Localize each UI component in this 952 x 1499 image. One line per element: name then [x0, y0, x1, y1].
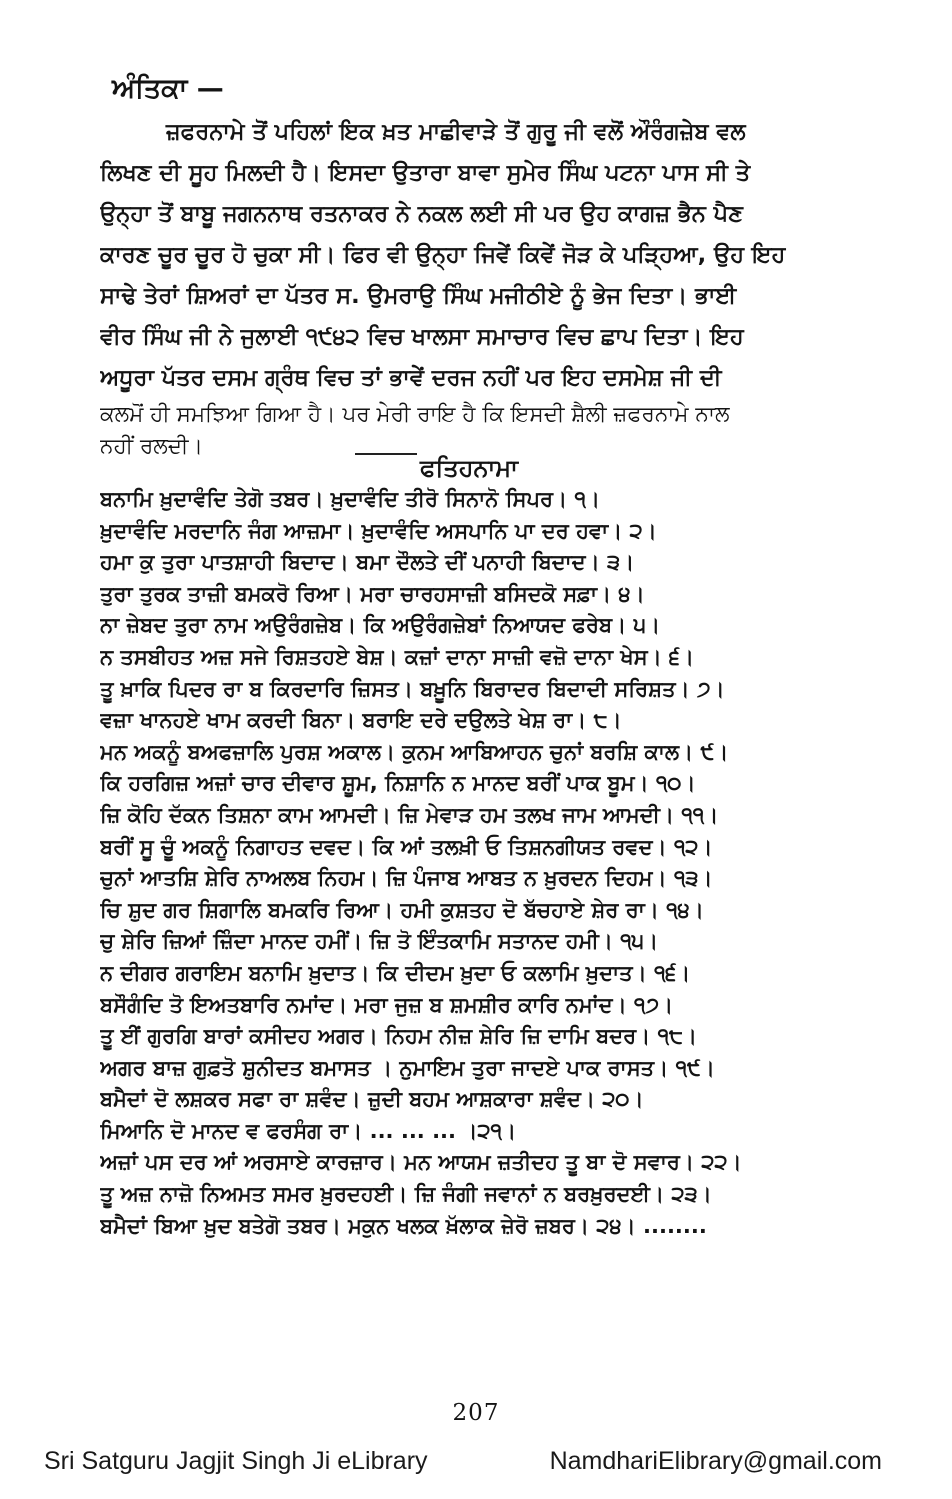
verse-line: ਤੂ ਖ਼ਾਕਿ ਪਿਦਰ ਰਾ ਬ ਕਿਰਦਾਰਿ ਜ਼ਿਸਤ। ਬਖ਼ੂਨਿ ਬਿਰਾਦਰ ਬਿਦਾਦੀ ਸਰਿਸ਼ਤ। ੭। [100, 676, 725, 701]
verse-line: ਬਸੌਗੰਦਿ ਤੋ ਇਅਤਬਾਰਿ ਨਮਾਂਦ। ਮਰਾ ਜੁਜ਼ ਬ ਸ਼ਮਸ਼ੀਰ ਕਾਰਿ ਨਮਾਂਦ। ੧੭। [100, 992, 674, 1017]
intro-line: ਸਾਢੇ ਤੇਰਾਂ ਸ਼ਿਅਰਾਂ ਦਾ ਪੱਤਰ ਸ. ਉਮਰਾਉ ਸਿੰਘ ਮਜੀਠੀਏ ਨੂੰ ਭੇਜ ਦਿਤਾ। ਭਾਈ [100, 283, 737, 309]
verse-line: ਹਮਾ ਕੁ ਤੁਰਾ ਪਾਤਸ਼ਾਹੀ ਬਿਦਾਦ। ਬਮਾ ਦੌਲਤੇ ਦੀਂ ਪਨਾਹੀ ਬਿਦਾਦ। ੩। [100, 550, 635, 575]
page-number: 207 [452, 1400, 500, 1426]
verse-line: ਤੂ ਅਜ਼ ਨਾਜ਼ੋ ਨਿਅਮਤ ਸਮਰ ਖ਼ੁਰਦਹਈ। ਜ਼ਿ ਜੰਗੀ ਜਵਾਨਾਂ ਨ ਬਰਖ਼ੁਰਦਈ। ੨੩। [100, 1182, 712, 1207]
section-heading: ਅੰਤਿਕਾ — [112, 73, 224, 104]
verse-line: ਨ ਤਸਬੀਹਤ ਅਜ਼ ਸਜੇ ਰਿਸ਼ਤਹਏ ਬੇਸ਼। ਕਜ਼ਾਂ ਦਾਨਾ ਸਾਜ਼ੀ ਵਜ਼ੋ ਦਾਨਾ ਖੇਸ। ੬। [100, 644, 694, 669]
intro-line: ਲਿਖਣ ਦੀ ਸੂਹ ਮਿਲਦੀ ਹੈ। ਇਸਦਾ ਉਤਾਰਾ ਬਾਵਾ ਸੁਮੇਰ ਸਿੰਘ ਪਟਨਾ ਪਾਸ ਸੀ ਤੇ [100, 160, 751, 186]
verse-line: ਚੁ ਸ਼ੇਰਿ ਜ਼ਿਆਂ ਜ਼ਿੰਦਾ ਮਾਨਦ ਹਮੀਂ। ਜ਼ਿ ਤੋ ਇੰਤਕਾਮਿ ਸਤਾਨਦ ਹਮੀ। ੧੫। [100, 929, 659, 954]
verse-line: ਮਿਆਨਿ ਦੋ ਮਾਨਦ ਵ ਫਰਸੰਗ ਰਾ। ... ... ... ।੨੧। [100, 1118, 517, 1143]
verse-line: ਤੁਰਾ ਤੁਰਕ ਤਾਜ਼ੀ ਬਮਕਰੋ ਰਿਆ। ਮਰਾ ਚਾਰਹਸਾਜ਼ੀ ਬਸਿਦਕੋ ਸਫ਼ਾ। ੪। [100, 581, 645, 606]
intro-line: ਕਾਰਣ ਚੂਰ ਚੂਰ ਹੋ ਚੁਕਾ ਸੀ। ਫਿਰ ਵੀ ਉਨ੍ਹਾ ਜਿਵੇਂ ਕਿਵੇਂ ਜੋੜ ਕੇ ਪੜ੍ਹਿਆ, ਉਹ ਇਹ [100, 242, 786, 268]
verse-line: ਬਰੀਂ ਸੂ ਚੂੰ ਅਕਨੂੰ ਨਿਗਾਹਤ ਦਵਦ। ਕਿ ਆਂ ਤਲਖ਼ੀ ਓ ਤਿਸ਼ਨਗੀਯਤ ਰਵਦ। ੧੨। [100, 834, 713, 859]
verse-line: ਵਜ਼ਾ ਖਾਨਹਏ ਖਾਮ ਕਰਦੀ ਬਿਨਾ। ਬਰਾਇ ਦਰੇ ਦਉਲਤੇ ਖੇਸ਼ ਰਾ। ੮। [100, 708, 622, 733]
intro-paragraph [100, 112, 890, 463]
verse-line: ਖ਼ੁਦਾਵੰਦਿ ਮਰਦਾਨਿ ਜੰਗ ਆਜ਼ਮਾ। ਖ਼ੁਦਾਵੰਦਿ ਅਸਪਾਨਿ ਪਾ ਦਰ ਹਵਾ। ੨। [100, 518, 657, 543]
verse-line: ਕਿ ਹਰਗਿਜ਼ ਅਜ਼ਾਂ ਚਾਰ ਦੀਵਾਰ ਸ਼ੂਮ, ਨਿਸ਼ਾਨਿ ਨ ਮਾਨਦ ਬਰੀਂ ਪਾਕ ਬੂਮ। ੧੦। [100, 771, 696, 796]
footer-library-name: Sri Satguru Jagjit Singh Ji eLibrary [44, 1447, 428, 1475]
verse-line: ਤੂ ਈਂ ਗੁਰਗਿ ਬਾਰਾਂ ਕਸੀਦਹ ਅਗਰ। ਨਿਹਮ ਨੀਜ਼ ਸ਼ੇਰਿ ਜ਼ਿ ਦਾਮਿ ਬਦਰ। ੧੮। [100, 1024, 698, 1049]
intro-line: ਕਲਮੋਂ ਹੀ ਸਮਝਿਆ ਗਿਆ ਹੈ। ਪਰ ਮੇਰੀ ਰਾਇ ਹੈ ਕਿ ਇਸਦੀ ਸ਼ੈਲੀ ਜ਼ਫਰਨਾਮੇ ਨਾਲ [100, 402, 730, 427]
intro-line: ਉਨ੍ਹਾ ਤੋਂ ਬਾਬੂ ਜਗਨਨਾਥ ਰਤਨਾਕਰ ਨੇ ਨਕਲ ਲਈ ਸੀ ਪਰ ਉਹ ਕਾਗਜ਼ ਭੈਨ ਪੈਣ [100, 201, 743, 227]
verse-line: ਬਮੈਦਾਂ ਦੋ ਲਸ਼ਕਰ ਸਫਾ ਰਾ ਸ਼ਵੰਦ। ਜ਼ੁਦੀ ਬਹਮ ਆਸ਼ਕਾਰਾ ਸ਼ਵੰਦ। ੨੦। [100, 1087, 644, 1112]
verse-list [100, 484, 890, 1242]
poem-title: ਫਤਿਹਨਾਮਾ [420, 454, 519, 482]
verse-line: ਚਿ ਸ਼ੁਦ ਗਰ ਸ਼ਿਗਾਲਿ ਬਮਕਰਿ ਰਿਆ। ਹਮੀ ਕੁਸ਼ਤਹ ਦੋ ਬੱਚਹਾਏ ਸ਼ੇਰ ਰਾ। ੧੪। [100, 897, 704, 922]
intro-line: ਵੀਰ ਸਿੰਘ ਜੀ ਨੇ ਜੁਲਾਈ ੧੯੪੨ ਵਿਚ ਖਾਲਸਾ ਸਮਾਚਾਰ ਵਿਚ ਛਾਪ ਦਿਤਾ। ਇਹ [100, 324, 744, 350]
verse-line: ਬਨਾਮਿ ਖ਼ੁਦਾਵੰਦਿ ਤੇਗੋ ਤਬਰ। ਖ਼ੁਦਾਵੰਦਿ ਤੀਰੋ ਸਿਨਾਨੋ ਸਿਪਰ। ੧। [100, 487, 601, 511]
intro-line: ਜ਼ਫਰਨਾਮੇ ਤੋਂ ਪਹਿਲਾਂ ਇਕ ਖ਼ਤ ਮਾਛੀਵਾੜੇ ਤੋਂ ਗੁਰੂ ਜੀ ਵਲੋਂ ਔਰੰਗਜ਼ੇਬ ਵਲ [166, 119, 746, 145]
verse-line: ਬਮੈਦਾਂ ਬਿਆ ਖ਼ੁਦ ਬਤੇਗੋ ਤਬਰ। ਮਕੁਨ ਖਲਕ ਖ਼ੱਲਾਕ ਜ਼ੇਰੋ ਜ਼ਬਰ। ੨੪। ........ [100, 1213, 707, 1238]
verse-line: ਨ ਦੀਗਰ ਗਰਾਇਮ ਬਨਾਮਿ ਖ਼ੁਦਾਤ। ਕਿ ਦੀਦਮ ਖ਼ੁਦਾ ਓ ਕਲਾਮਿ ਖ਼ੁਦਾਤ। ੧੬। [100, 960, 691, 985]
verse-line: ਅਗਰ ਬਾਜ਼ ਗੁਫ਼ਤੋ ਸ਼ੁਨੀਦਤ ਬਮਾਸਤ । ਨੁਮਾਇਮ ਤੁਰਾ ਜਾਦਏ ਪਾਕ ਰਾਸਤ। ੧੯। [100, 1055, 715, 1080]
intro-line: ਅਧੂਰਾ ਪੱਤਰ ਦਸਮ ਗ੍ਰੰਥ ਵਿਚ ਤਾਂ ਭਾਵੇਂ ਦਰਜ ਨਹੀਂ ਪਰ ਇਹ ਦਸਮੇਸ਼ ਜੀ ਦੀ [100, 365, 722, 391]
divider-rule [355, 453, 417, 455]
verse-line: ਅਜ਼ਾਂ ਪਸ ਦਰ ਆਂ ਅਰਸਾਏ ਕਾਰਜ਼ਾਰ। ਮਨ ਆਯਮ ਜ਼ਤੀਦਹ ਤੂ ਬਾ ਦੋ ਸਵਾਰ। ੨੨। [100, 1150, 742, 1175]
verse-line: ਮਨ ਅਕਨੂੰ ਬਅਫਜ਼ਾਲਿ ਪੁਰਸ਼ ਅਕਾਲ। ਕੁਨਮ ਆਬਿਆਹਨ ਚੁਨਾਂ ਬਰਸ਼ਿ ਕਾਲ। ੯। [100, 739, 729, 764]
footer-email: NamdhariElibrary@gmail.com [549, 1447, 882, 1475]
intro-line: ਨਹੀਂ ਰਲਦੀ। [100, 434, 204, 459]
verse-line: ਨਾ ਜ਼ੇਬਦ ਤੁਰਾ ਨਾਮ ਅਉਰੰਗਜ਼ੇਬ। ਕਿ ਅਉਰੰਗਜ਼ੇਬਾਂ ਨਿਆਯਦ ਫਰੇਬ। ੫। [100, 613, 661, 638]
verse-line: ਚੁਨਾਂ ਆਤਸ਼ਿ ਸ਼ੇਰਿ ਨਾਅਲਬ ਨਿਹਮ। ਜ਼ਿ ਪੰਜਾਬ ਆਬਤ ਨ ਖ਼ੁਰਦਨ ਦਿਹਮ। ੧੩। [100, 866, 713, 891]
verse-line: ਜ਼ਿ ਕੋਹਿ ਦੱਕਨ ਤਿਸ਼ਨਾ ਕਾਮ ਆਮਦੀ। ਜ਼ਿ ਮੇਵਾੜ ਹਮ ਤਲਖ ਜਾਮ ਆਮਦੀ। ੧੧। [100, 802, 719, 827]
